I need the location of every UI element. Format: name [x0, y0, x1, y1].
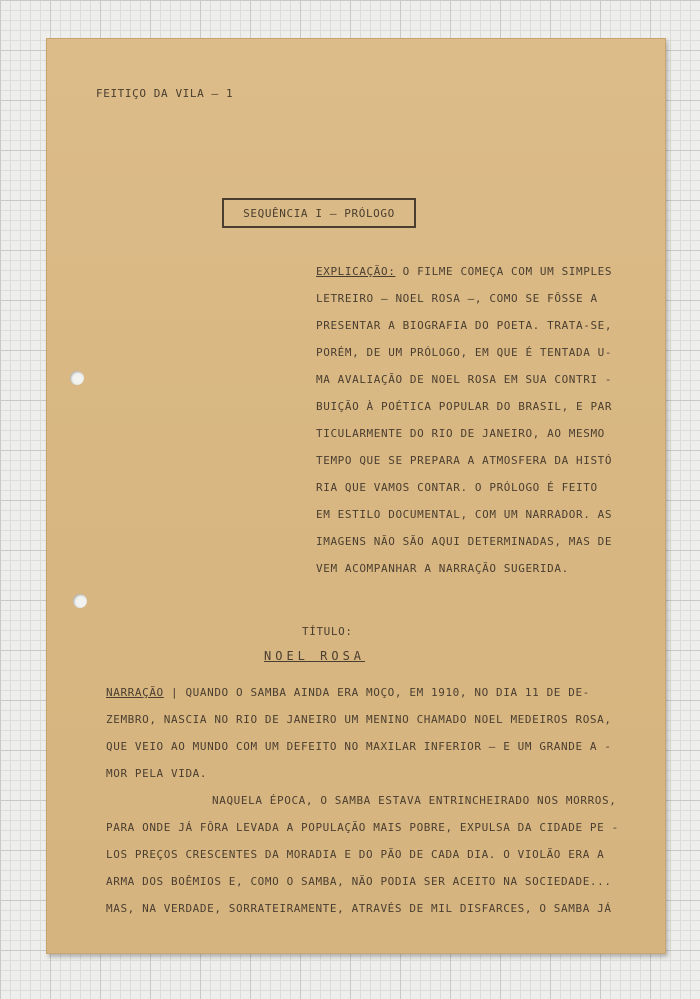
narration-line: | QUANDO O SAMBA AINDA ERA MOÇO, EM 1910, NO DIA 11 DE DE-	[171, 686, 590, 699]
explanation-line: RIA QUE VAMOS CONTAR. O PRÓLOGO É FEITO	[316, 481, 598, 494]
explanation-line: EM ESTILO DOCUMENTAL, COM UM NARRADOR. AS	[316, 508, 613, 521]
explanation-line: LETREIRO — NOEL ROSA —, COMO SE FÔSSE A	[316, 292, 598, 305]
explanation-line: IMAGENS NÃO SÃO AQUI DETERMINADAS, MAS DE	[316, 535, 613, 548]
explanation-label: EXPLICAÇÃO:	[316, 265, 396, 278]
sequence-title: SEQUÊNCIA I — PRÓLOGO	[243, 206, 395, 220]
explanation-line: EXPLICAÇÃO: O FILME COMEÇA COM UM SIMPLES	[316, 265, 613, 278]
typescript-page	[46, 38, 666, 954]
film-title: NOEL ROSA	[264, 649, 366, 663]
narration-line: ZEMBRO, NASCIA NO RIO DE JANEIRO UM MENINO CHAMADO NOEL MEDEIROS ROSA,	[106, 713, 612, 726]
narration-line: MAS, NA VERDADE, SORRATEIRAMENTE, ATRAVÉS DE MIL DISFARCES, O SAMBA JÁ	[106, 902, 612, 915]
narration-line: LOS PREÇOS CRESCENTES DA MORADIA E DO PÃO DE CADA DIA. O VIOLÃO ERA A	[106, 848, 605, 861]
punch-hole	[70, 371, 84, 385]
punch-hole	[73, 594, 87, 608]
explanation-line: BUIÇÃO À POÉTICA POPULAR DO BRASIL, E PAR	[316, 400, 613, 413]
sequence-title-box	[222, 198, 416, 228]
narration-line: ARMA DOS BOÊMIOS E, COMO O SAMBA, NÃO PODIA SER ACEITO NA SOCIEDADE...	[106, 875, 612, 888]
explanation-line: TEMPO QUE SE PREPARA A ATMOSFERA DA HISTÓ	[316, 454, 613, 467]
title-label: TÍTULO:	[302, 625, 353, 638]
narration-line: PARA ONDE JÁ FÔRA LEVADA A POPULAÇÃO MAIS POBRE, EXPULSA DA CIDADE PE -	[106, 821, 619, 834]
page-header: FEITIÇO DA VILA — 1	[96, 87, 234, 100]
narration-label: NARRAÇÃO	[106, 686, 164, 699]
explanation-line: PORÉM, DE UM PRÓLOGO, EM QUE É TENTADA U-	[316, 346, 613, 359]
explanation-line: TICULARMENTE DO RIO DE JANEIRO, AO MESMO	[316, 427, 605, 440]
narration-line: QUE VEIO AO MUNDO COM UM DEFEITO NO MAXILAR INFERIOR — E UM GRANDE A -	[106, 740, 612, 753]
explanation-line: PRESENTAR A BIOGRAFIA DO POETA. TRATA-SE,	[316, 319, 613, 332]
explanation-line: VEM ACOMPANHAR A NARRAÇÃO SUGERIDA.	[316, 562, 569, 575]
explanation-line: MA AVALIAÇÃO DE NOEL ROSA EM SUA CONTRI -	[316, 373, 613, 386]
narration-line: MOR PELA VIDA.	[106, 767, 208, 780]
narration-line: NAQUELA ÉPOCA, O SAMBA ESTAVA ENTRINCHEIRADO NOS MORROS,	[212, 794, 617, 807]
